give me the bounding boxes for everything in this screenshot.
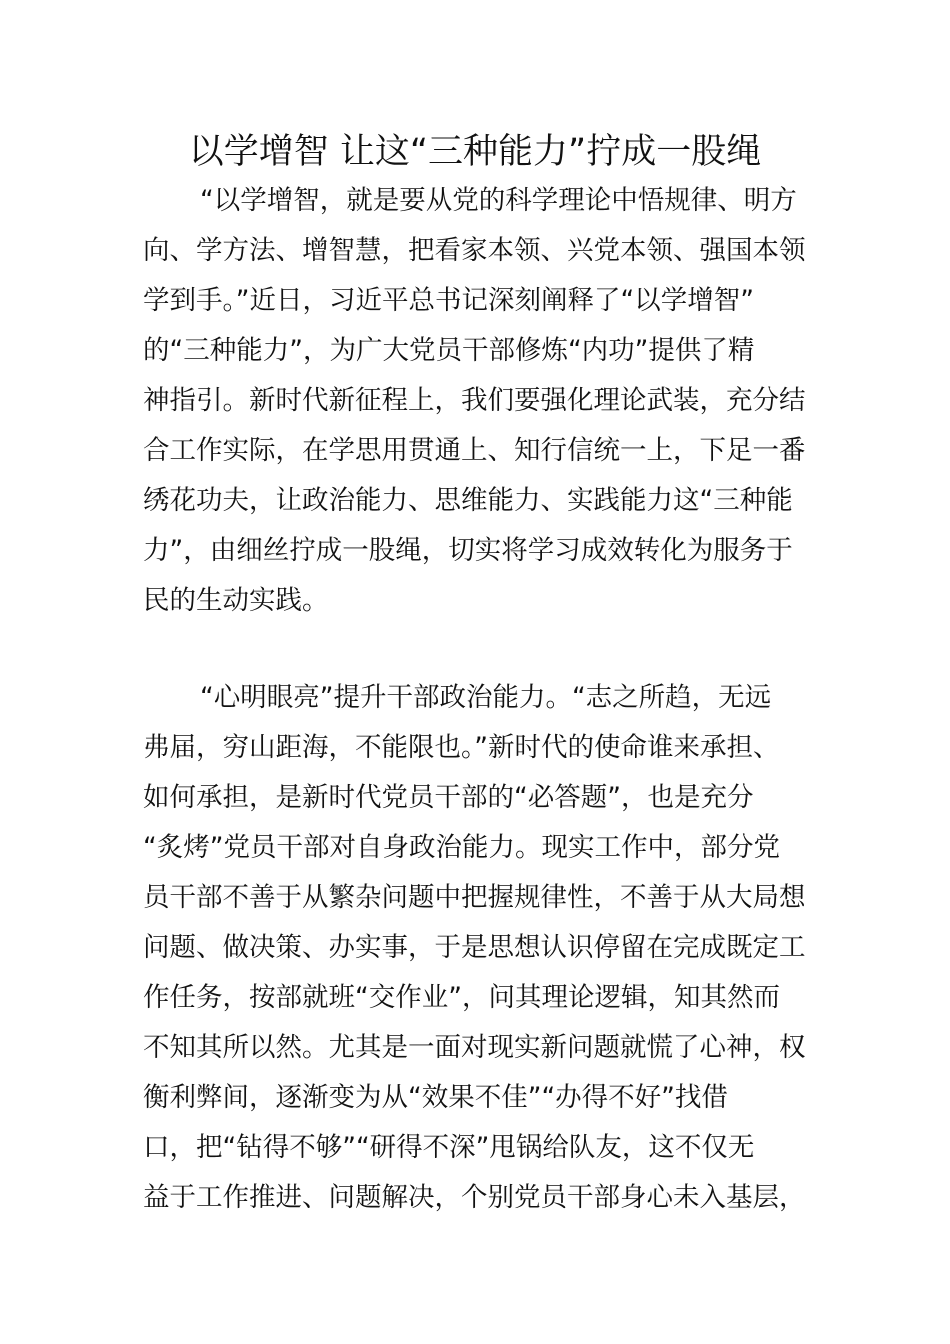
text-line: 问题、做决策、办实事，于是思想认识停留在完成既定工 xyxy=(143,932,806,963)
text-line: 益于工作推进、问题解决，个别党员干部身心未入基层， xyxy=(143,1182,806,1213)
paragraph-political-ability xyxy=(143,673,807,1223)
text-line: 弗届，穷山距海，不能限也。”新时代的使命谁来承担、 xyxy=(143,732,780,763)
text-line: 如何承担，是新时代党员干部的“必答题”，也是充分 xyxy=(143,782,754,813)
text-line: 民的生动实践。 xyxy=(143,585,329,616)
text-line: 员干部不善于从繁杂问题中把握规律性，不善于从大局想 xyxy=(143,882,806,913)
text-line: 学到手。”近日，习近平总书记深刻阐释了“以学增智” xyxy=(143,285,754,316)
text-line: “炙烤”党员干部对自身政治能力。现实工作中，部分党 xyxy=(143,832,780,863)
document-title: 以学增智 让这“三种能力”拧成一股绳 xyxy=(188,132,762,172)
text-line: 的“三种能力”，为广大党员干部修炼“内功”提供了精 xyxy=(143,335,755,366)
text-line: 作任务，按部就班“交作业”，问其理论逻辑，知其然而 xyxy=(143,982,780,1013)
text-line: “心明眼亮”提升干部政治能力。“志之所趋，无远 xyxy=(200,682,772,713)
text-line: 神指引。新时代新征程上，我们要强化理论武装，充分结 xyxy=(143,385,806,416)
text-line: 不知其所以然。尤其是一面对现实新问题就慌了心神，权 xyxy=(143,1032,806,1063)
text-line: 绣花功夫，让政治能力、思维能力、实践能力这“三种能 xyxy=(143,485,793,516)
text-line: 力”，由细丝拧成一股绳，切实将学习成效转化为服务于 xyxy=(143,535,793,566)
text-line: 向、学方法、增智慧，把看家本领、兴党本领、强国本领 xyxy=(143,235,806,266)
text-line: 衡利弊间，逐渐变为从“效果不佳”“办得不好”找借 xyxy=(143,1082,728,1113)
text-line: 口，把“钻得不够”“研得不深”甩锅给队友，这不仅无 xyxy=(143,1132,755,1163)
text-line: 合工作实际，在学思用贯通上、知行信统一上，下足一番 xyxy=(143,435,806,466)
text-line: “以学增智，就是要从党的科学理论中悟规律、明方 xyxy=(200,185,797,216)
paragraph-intro xyxy=(143,176,807,626)
